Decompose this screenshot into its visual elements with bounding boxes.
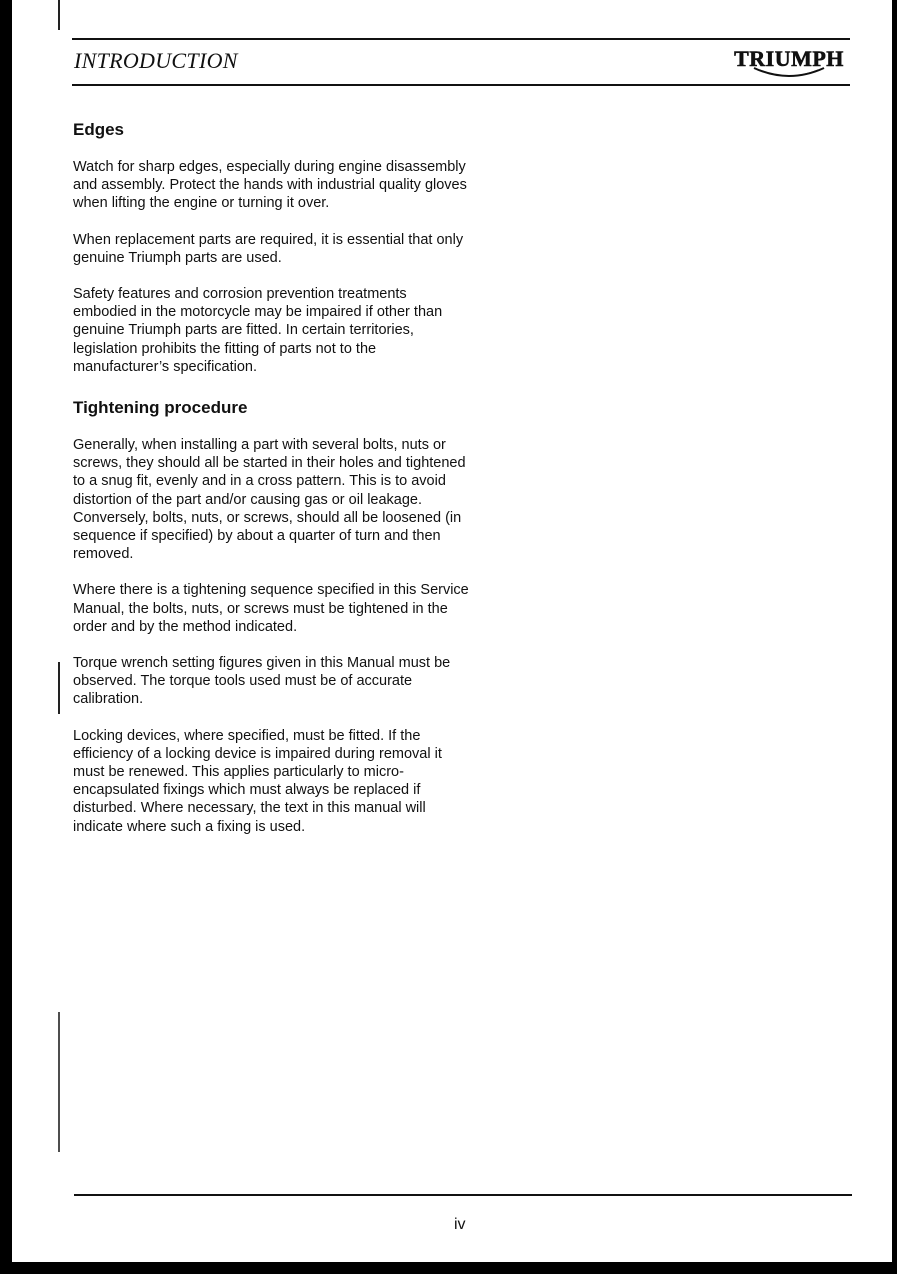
section-title: INTRODUCTION (74, 48, 238, 73)
header-bottom-rule (72, 84, 850, 86)
paragraph: Where there is a tightening sequence specified in this Service Manual, the bolts, nuts, or screws must be tightened in the order and by the method indicated. (73, 582, 469, 635)
paragraph: Torque wrench setting figures given in this Manual must be observed. The torque tools used must be of accurate calibration. (73, 655, 451, 708)
paragraph: Safety features and corrosion prevention treatments embodied in the motorcycle may be impaired if other than genuine Triumph parts are fitted. In certain territories, legislation prohibits the fitting of parts not to the manufacturer’s specification. (73, 286, 443, 375)
triumph-logo-icon (726, 44, 852, 80)
header-top-rule (72, 38, 850, 40)
page-number: iv (454, 1216, 466, 1233)
page-content (73, 120, 473, 854)
paragraph: Generally, when installing a part with several bolts, nuts or screws, they should all be started in their holes and tightened to a snug fit, evenly and in a cross pattern. This is to avoid distortion of the part and/or causing gas or oil leakage. Conversely, bolts, nuts, or screws, should all be loosened (in sequence if specified) by about a quarter of turn and then removed. (73, 437, 466, 563)
svg-text:TRIUMPH: TRIUMPH (734, 46, 844, 71)
section-heading-tightening-procedure: Tightening procedure (73, 398, 248, 418)
change-bar (58, 1012, 60, 1152)
paragraph: When replacement parts are required, it is essential that only genuine Triumph parts are used. (73, 231, 464, 266)
change-bar (58, 662, 60, 714)
change-bar (58, 0, 60, 30)
section-heading-edges: Edges (73, 120, 125, 139)
paragraph: Watch for sharp edges, especially during engine disassembly and assembly. Protect the hands with industrial quality gloves when lifting the engine or turning it over. (73, 159, 467, 212)
paragraph: Locking devices, where specified, must be fitted. If the efficiency of a locking device is impaired during removal it must be renewed. This applies particularly to micro-encapsulated fixings which must always be replaced if disturbed. Where necessary, the text in this manual will indicate where such a fixing is used. (73, 727, 442, 835)
footer-rule (74, 1194, 852, 1196)
manual-page (12, 0, 892, 1262)
